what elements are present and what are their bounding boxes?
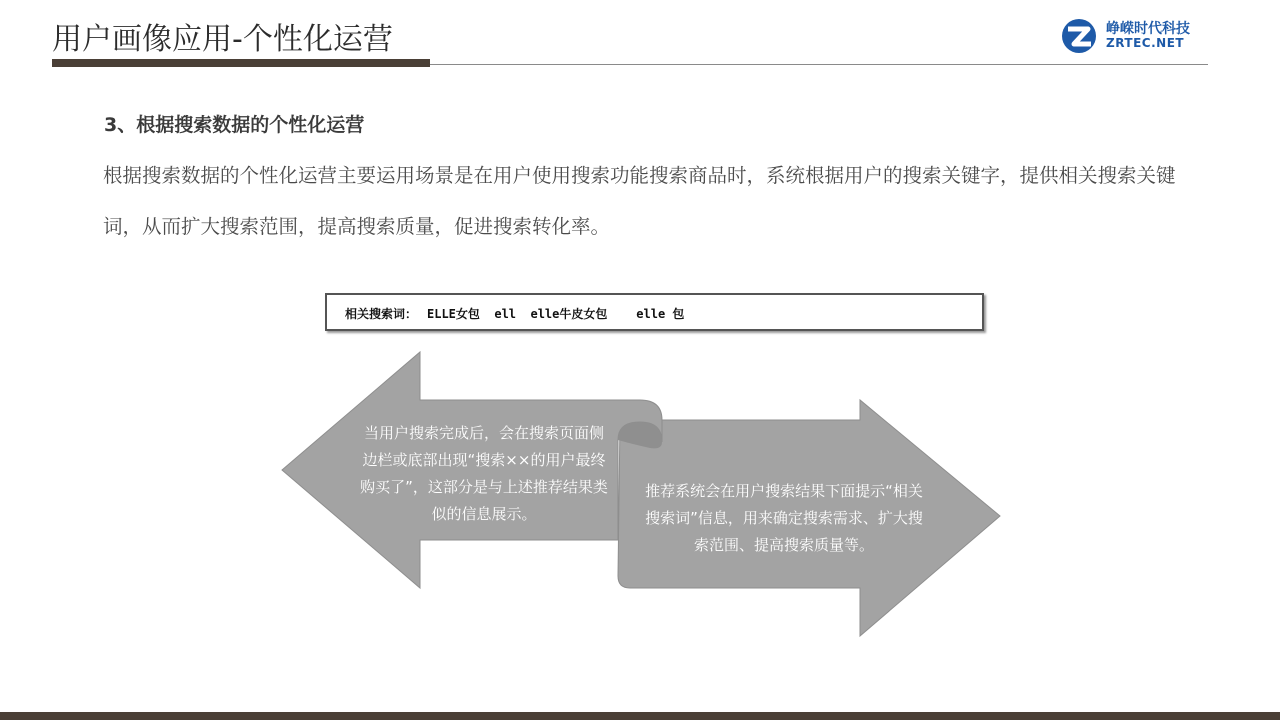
body-paragraph: 根据搜索数据的个性化运营主要运用场景是在用户使用搜索功能搜索商品时，系统根据用户的搜索关键字，提供相关搜索关键词，从而扩大搜索范围，提高搜索质量，促进搜索转化率。 bbox=[103, 164, 1176, 238]
footer-bar bbox=[0, 712, 1280, 720]
logo-text-cn: 峥嵘时代科技 bbox=[1106, 21, 1190, 37]
related-search-terms: ELLE女包 ell elle牛皮女包 elle 包 bbox=[427, 307, 685, 321]
related-search-label: 相关搜索词： bbox=[345, 307, 418, 321]
section-heading: 3、根据搜索数据的个性化运营 bbox=[104, 114, 365, 136]
left-arrow-callout: 当用户搜索完成后，会在搜索页面侧边栏或底部出现“搜索××的用户最终购买了”，这部分是与上述推荐结果类似的信息展示。 bbox=[360, 424, 608, 523]
logo-text-en: ZRTEC.NET bbox=[1106, 36, 1185, 50]
right-arrow-callout: 推荐系统会在用户搜索结果下面提示“相关搜索词”信息，用来确定搜索需求、扩大搜索范围、提高搜索质量等。 bbox=[645, 482, 923, 554]
page-title: 用户画像应用-个性化运营 bbox=[52, 22, 393, 57]
